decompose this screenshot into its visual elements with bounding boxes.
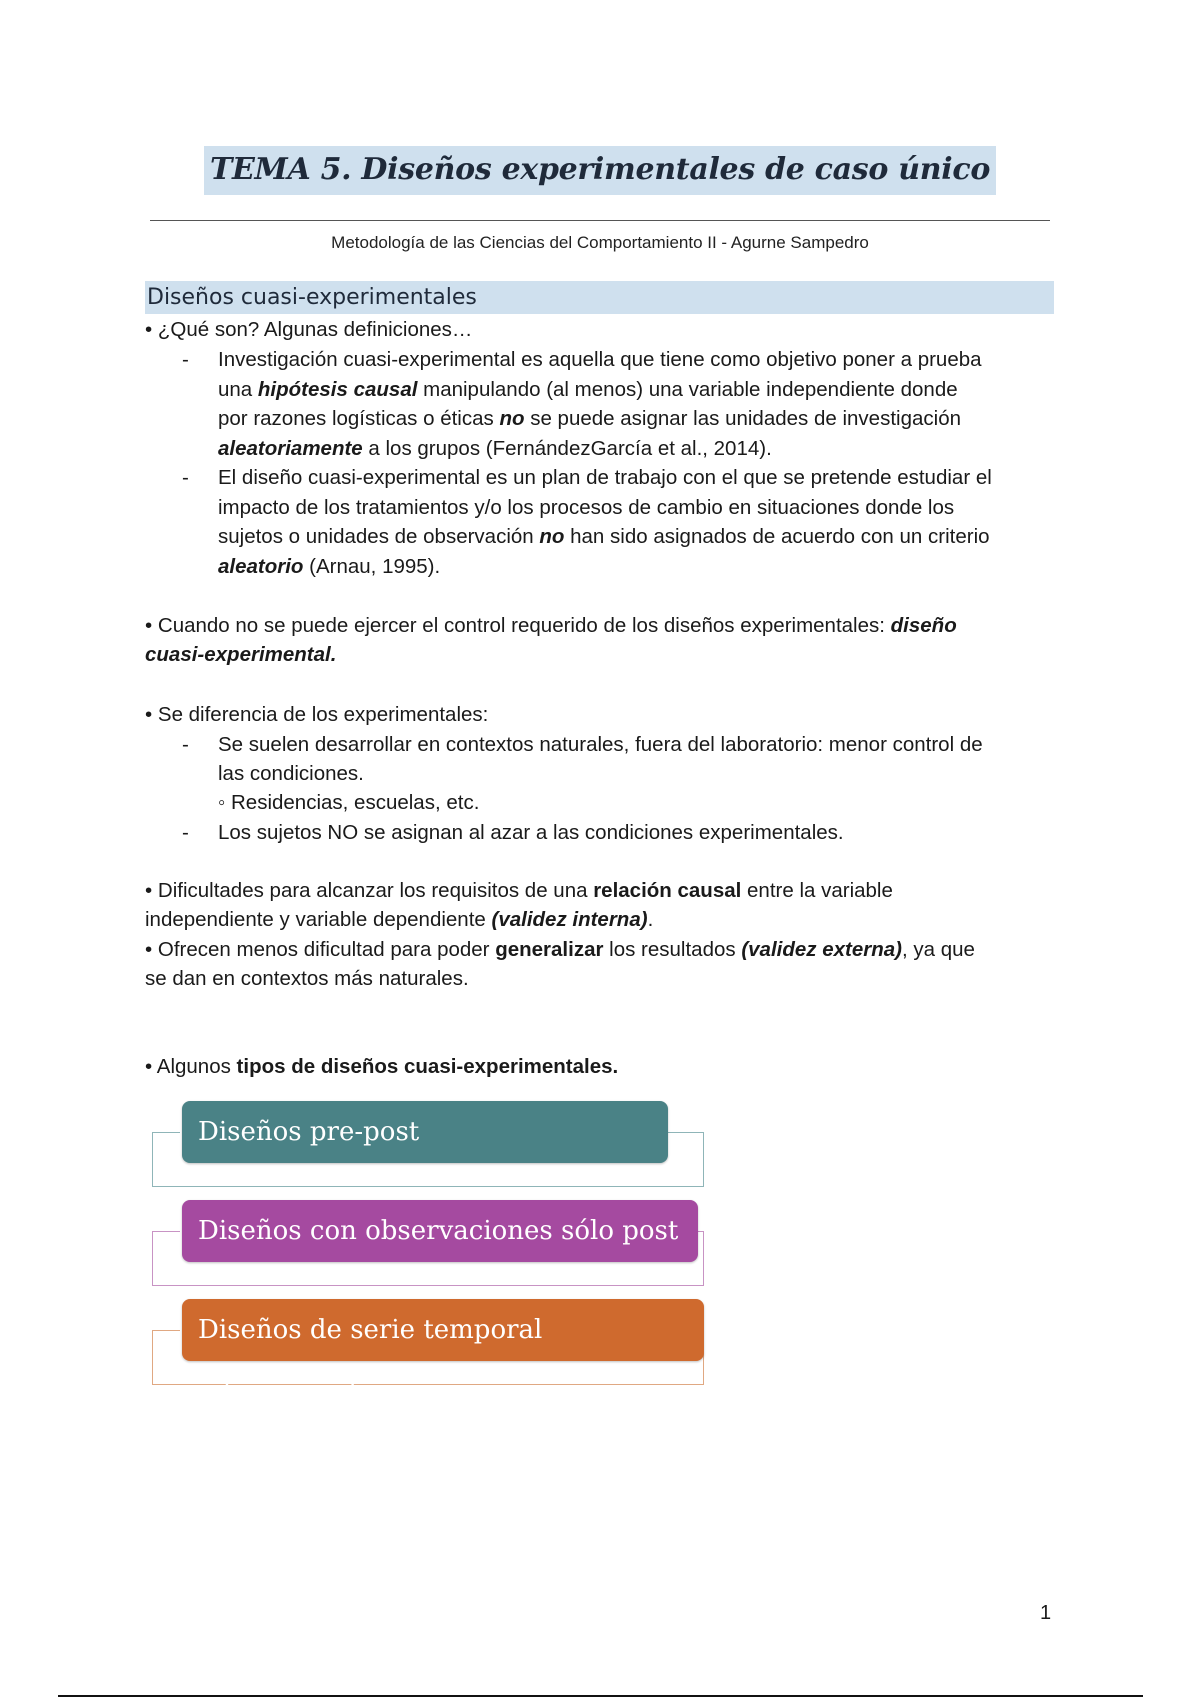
designs-diagram: [150, 1100, 710, 1407]
difference-2: Los sujetos NO se asignan al azar a las condiciones experimentales.: [218, 821, 844, 844]
definitions-intro-text: ¿Qué son? Algunas definiciones…: [157, 318, 473, 341]
definition-2-line-4: aleatorio (Arnau, 1995).: [218, 555, 441, 578]
definition-2-line-1: El diseño cuasi-experimental es un plan de trabajo con el que se pretende estudiar el: [218, 466, 992, 489]
page-title: TEMA 5. Diseños experimentales de caso único: [204, 146, 996, 195]
definition-1-line-2: una hipótesis causal manipulando (al menos) una variable independiente donde: [218, 378, 958, 401]
title-container: [0, 146, 1200, 195]
definition-1-line-4: aleatoriamente a los grupos (FernándezGarcía et al., 2014).: [218, 437, 772, 460]
definition-1-line-1: Investigación cuasi-experimental es aquella que tiene como objetivo poner a prueba: [218, 348, 982, 371]
validity-b-line-1: • Ofrecen menos dificultad para poder generalizar los resultados (validez externa), ya que: [145, 938, 975, 961]
dash-marker: -: [182, 466, 189, 489]
differences-intro: • Se diferencia de los experimentales:: [145, 703, 489, 726]
difference-1-sub: ◦ Residencias, escuelas, etc.: [218, 791, 480, 814]
control-line-2: cuasi-experimental.: [145, 643, 337, 666]
definition-2-line-2: impacto de los tratamientos y/o los procesos de cambio en situaciones donde los: [218, 496, 955, 519]
validity-a-line-1: • Dificultades para alcanzar los requisitos de una relación causal entre la variable: [145, 879, 893, 902]
title-divider: [150, 220, 1050, 221]
validity-a-line-2: independiente y variable dependiente (validez interna).: [145, 908, 654, 931]
dash-marker: -: [182, 348, 189, 371]
difference-1-line-2: las condiciones.: [218, 762, 364, 785]
design-pre-post: Diseños pre-post: [182, 1101, 668, 1163]
bottom-divider: [58, 1695, 1143, 1697]
validity-b-line-2: se dan en contextos más naturales.: [145, 967, 469, 990]
difference-1-line-1: Se suelen desarrollar en contextos naturales, fuera del laboratorio: menor control de: [218, 733, 983, 756]
design-post-only: Diseños con observaciones sólo post: [182, 1200, 698, 1262]
control-line-1: • Cuando no se puede ejercer el control requerido de los diseños experimentales: diseño: [145, 614, 957, 637]
types-intro: • Algunos tipos de diseños cuasi-experimentales.: [145, 1055, 619, 1078]
design-interrupted-time-series: Diseños de serie temporal interrumpida: [182, 1299, 704, 1361]
definition-2-line-3: sujetos o unidades de observación no han sido asignados de acuerdo con un criterio: [218, 525, 990, 548]
bullet: •: [145, 318, 153, 341]
definition-1-line-3: por razones logísticas o éticas no se puede asignar las unidades de investigación: [218, 407, 961, 430]
page-subtitle: Metodología de las Ciencias del Comportamiento II - Agurne Sampedro: [331, 233, 869, 252]
definitions-intro: [145, 318, 472, 342]
dash-marker: -: [182, 821, 189, 844]
section-heading: Diseños cuasi-experimentales: [145, 281, 1054, 314]
page-number: 1: [1040, 1602, 1052, 1624]
dash-marker: -: [182, 733, 189, 756]
